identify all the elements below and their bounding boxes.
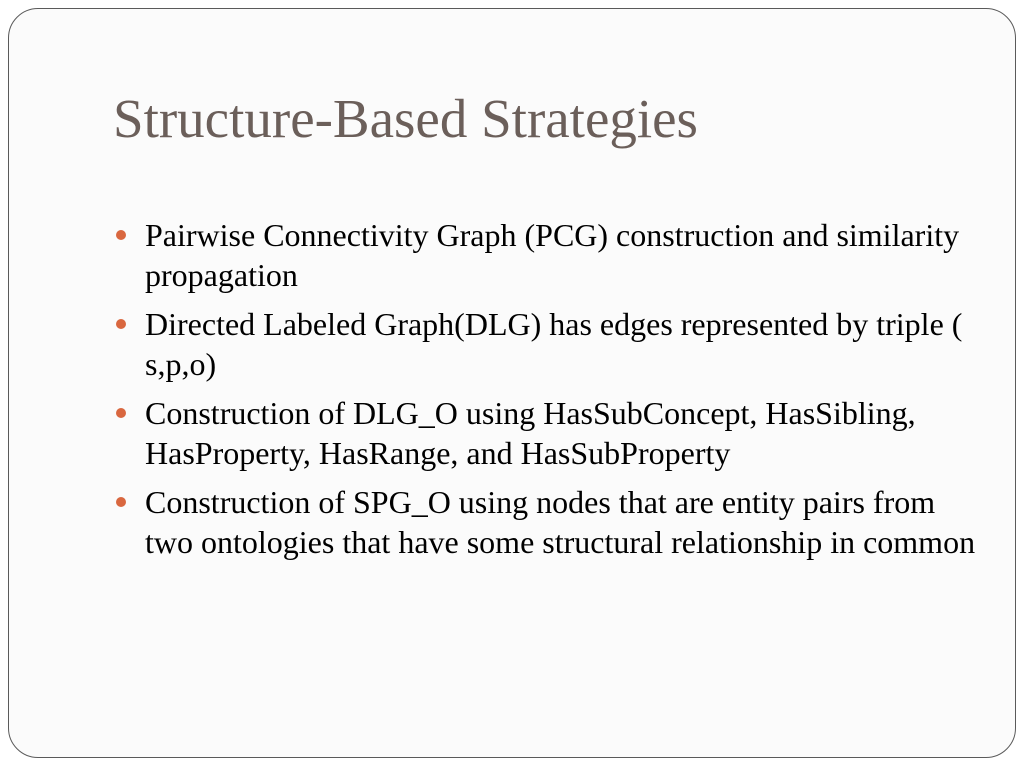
bullet-item xyxy=(113,393,983,473)
bullet-dot-icon xyxy=(116,319,126,329)
bullet-item xyxy=(113,482,983,562)
bullet-text: Pairwise Connectivity Graph (PCG) construction and similarity propagation xyxy=(145,217,960,293)
bullet-text: Directed Labeled Graph(DLG) has edges represented by triple ( s,p,o) xyxy=(145,306,963,382)
bullet-text: Construction of DLG_O using HasSubConcept, HasSibling, HasProperty, HasRange, and HasSubProperty xyxy=(145,395,916,471)
slide-frame xyxy=(8,8,1016,758)
bullet-dot-icon xyxy=(116,230,126,240)
bullet-text: Construction of SPG_O using nodes that are entity pairs from two ontologies that have some structural relationship in common xyxy=(145,484,976,560)
bullet-item xyxy=(113,215,983,295)
bullet-list xyxy=(113,215,983,571)
bullet-dot-icon xyxy=(116,497,126,507)
bullet-dot-icon xyxy=(116,408,126,418)
slide-title: Structure-Based Strategies xyxy=(113,88,698,149)
bullet-item xyxy=(113,304,983,384)
